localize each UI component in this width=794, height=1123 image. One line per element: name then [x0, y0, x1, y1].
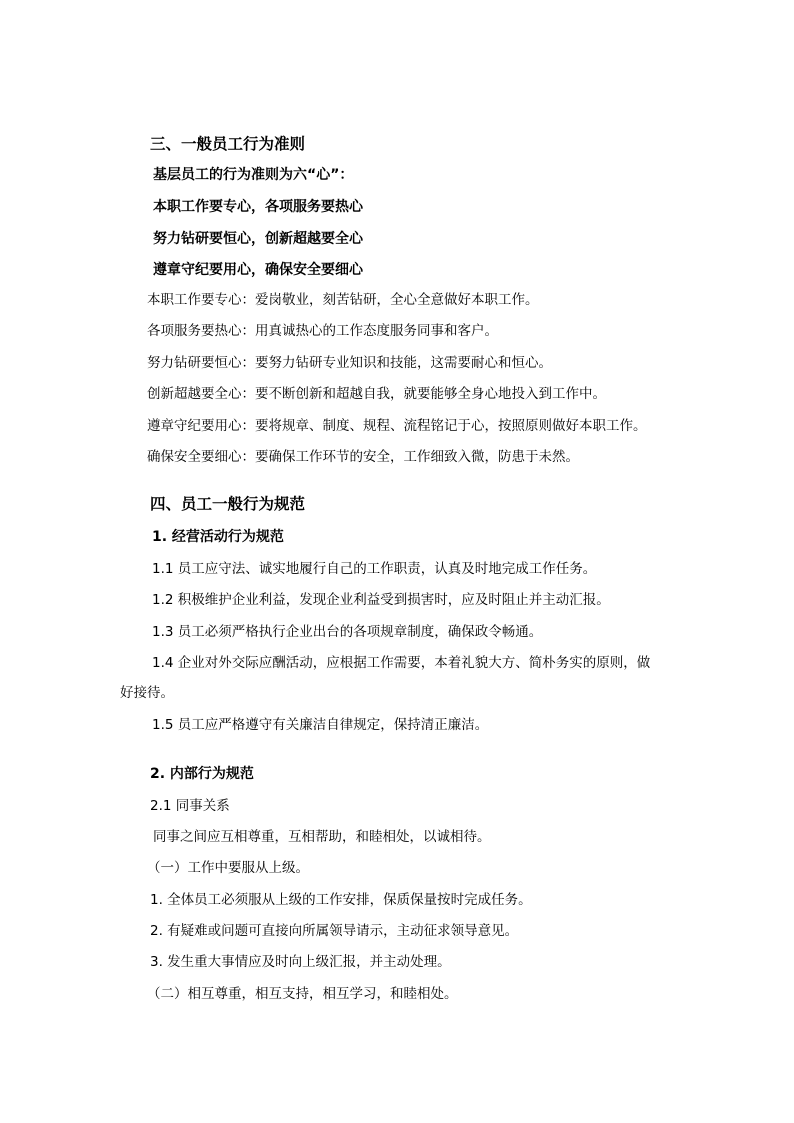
rule-line-1: 本职工作要专心，各项服务要热心: [153, 199, 363, 215]
rule-line-2: 努力钻研要恒心，创新超越要全心: [153, 231, 363, 247]
section-3-heading: 三、一般员工行为准则: [150, 135, 306, 153]
explanation-6: 确保安全要细心：要确保工作环节的安全，工作细致入微，防患于未然。: [147, 449, 579, 465]
subsection-1-title: 1. 经营活动行为规范: [152, 529, 284, 545]
item-1-4: 1.4 企业对外交际应酬活动，应根据工作需要，本着礼貌大方、简朴务实的原则，做: [152, 655, 651, 671]
colleague-relation-desc: 同事之间应互相尊重，互相帮助，和睦相处，以诚相待。: [153, 829, 491, 845]
rule-line-3: 遵章守纪要用心，确保安全要细心: [153, 262, 363, 278]
item-1-1: 1.1 员工应守法、诚实地履行自己的工作职责，认真及时地完成工作任务。: [152, 561, 597, 577]
point-1-item-3: 3. 发生重大事情应及时向上级汇报，并主动处理。: [150, 954, 451, 970]
explanation-3: 努力钻研要恒心：要努力钻研专业知识和技能，这需要耐心和恒心。: [147, 355, 552, 371]
explanation-4: 创新超越要全心：要不断创新和超越自我，就要能够全身心地投入到工作中。: [147, 386, 606, 402]
explanation-1: 本职工作要专心：爱岗敬业，刻苦钻研，全心全意做好本职工作。: [147, 292, 539, 308]
explanation-2: 各项服务要热心：用真诚热心的工作态度服务同事和客户。: [147, 323, 498, 339]
item-1-2: 1.2 积极维护企业利益，发现企业利益受到损害时，应及时阻止并主动汇报。: [152, 592, 610, 608]
point-2-heading: （二）相互尊重，相互支持，相互学习，和睦相处。: [147, 986, 458, 1002]
explanation-5: 遵章守纪要用心：要将规章、制度、规程、流程铭记于心，按照原则做好本职工作。: [147, 418, 647, 434]
item-1-3: 1.3 员工必须严格执行企业出台的各项规章制度，确保政令畅通。: [152, 624, 543, 640]
section-3-intro: 基层员工的行为准则为六“心”：: [153, 167, 354, 183]
point-1-heading: （一）工作中要服从上级。: [147, 860, 309, 876]
point-1-item-1: 1. 全体员工必须服从上级的工作安排，保质保量按时完成任务。: [150, 892, 532, 908]
section-4-heading: 四、员工一般行为规范: [150, 495, 306, 513]
subsection-2-title: 2. 内部行为规范: [150, 766, 254, 782]
subsection-2-1-title: 2.1 同事关系: [150, 798, 230, 814]
item-1-4-continuation: 好接待。: [120, 685, 174, 701]
point-1-item-2: 2. 有疑难或问题可直接向所属领导请示，主动征求领导意见。: [150, 923, 519, 939]
item-1-5: 1.5 员工应严格遵守有关廉洁自律规定，保持清正廉洁。: [152, 717, 489, 733]
